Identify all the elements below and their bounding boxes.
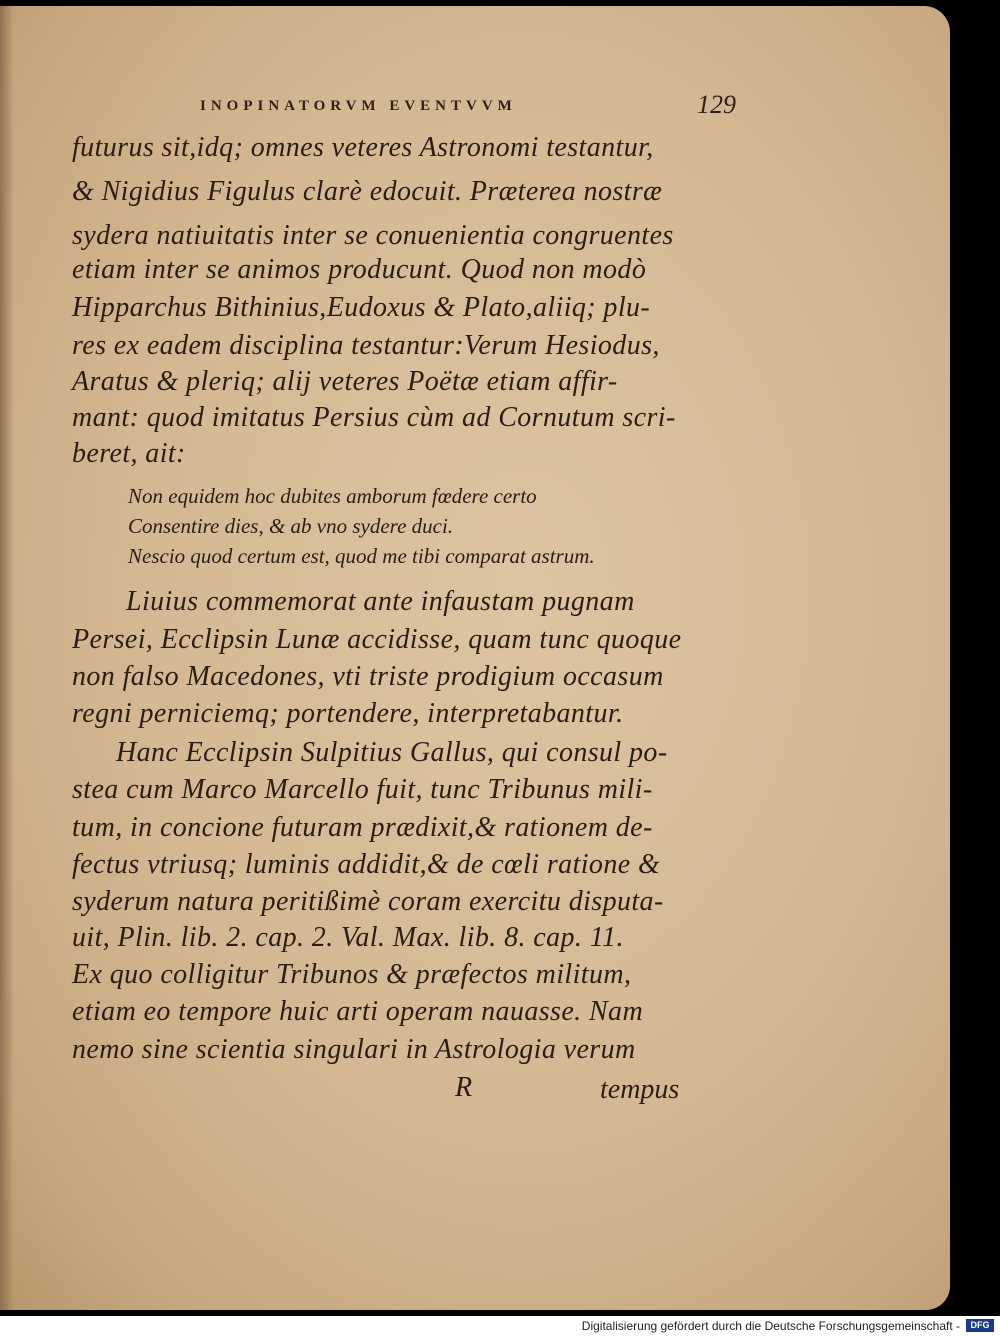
footer-credit: Digitalisierung gefördert durch die Deutsche Forschungsgemeinschaft - bbox=[581, 1319, 960, 1333]
text-line: Hanc Ecclipsin Sulpitius Gallus, qui consul po- bbox=[116, 737, 668, 768]
text-line: sydera natiuitatis inter se conuenientia congruentes bbox=[72, 220, 674, 251]
text-line: beret, ait: bbox=[72, 438, 186, 469]
signature-mark: R bbox=[455, 1072, 473, 1103]
text-line: futurus sit,idq; omnes veteres Astronomi testantur, bbox=[72, 132, 654, 163]
verse-line: Non equidem hoc dubites amborum fœdere certo bbox=[128, 484, 537, 508]
text-line: etiam eo tempore huic arti operam nauasse. Nam bbox=[72, 996, 644, 1027]
text-line: non falso Macedones, vti triste prodigium occasum bbox=[72, 661, 664, 692]
text-line: nemo sine scientia singulari in Astrologia verum bbox=[72, 1034, 636, 1065]
text-line: tum, in concione futuram prædixit,& rationem de- bbox=[72, 812, 653, 843]
dfg-logo: DFG bbox=[966, 1319, 994, 1332]
text-line: Ex quo colligitur Tribunos & præfectos militum, bbox=[72, 959, 632, 990]
text-line: Hipparchus Bithinius,Eudoxus & Plato,aliiq; plu- bbox=[72, 292, 651, 323]
text-line: Aratus & pleriq; alij veteres Poëtæ etiam affir- bbox=[72, 366, 618, 397]
text-line: & Nigidius Figulus clarè edocuit. Præterea nostræ bbox=[72, 176, 663, 207]
text-line: stea cum Marco Marcello fuit, tunc Tribunus mili- bbox=[72, 774, 653, 805]
verse-line: Consentire dies, & ab vno sydere duci. bbox=[128, 514, 454, 538]
text-line: mant: quod imitatus Persius cùm ad Cornutum scri- bbox=[72, 402, 676, 433]
text-line: uit, Plin. lib. 2. cap. 2. Val. Max. lib. 8. cap. 11. bbox=[72, 922, 624, 953]
text-line: regni perniciemq; portendere, interpretabantur. bbox=[72, 698, 624, 729]
catchword: tempus bbox=[600, 1074, 680, 1105]
text-line: res ex eadem disciplina testantur:Verum Hesiodus, bbox=[72, 330, 660, 361]
running-head: INOPINATORVM EVENTVVM bbox=[200, 98, 517, 114]
text-line: etiam inter se animos producunt. Quod non modò bbox=[72, 254, 647, 285]
book-page bbox=[0, 6, 950, 1310]
page-number: 129 bbox=[697, 90, 736, 119]
text-line: Liuius commemorat ante infaustam pugnam bbox=[126, 586, 635, 617]
footer-bar bbox=[0, 1316, 1000, 1337]
text-line: fectus vtriusq; luminis addidit,& de cœli ratione & bbox=[72, 849, 661, 880]
verse-line: Nescio quod certum est, quod me tibi comparat astrum. bbox=[128, 544, 595, 568]
text-line: syderum natura peritißimè coram exercitu disputa- bbox=[72, 886, 664, 917]
text-line: Persei, Ecclipsin Lunæ accidisse, quam tunc quoque bbox=[72, 624, 682, 655]
